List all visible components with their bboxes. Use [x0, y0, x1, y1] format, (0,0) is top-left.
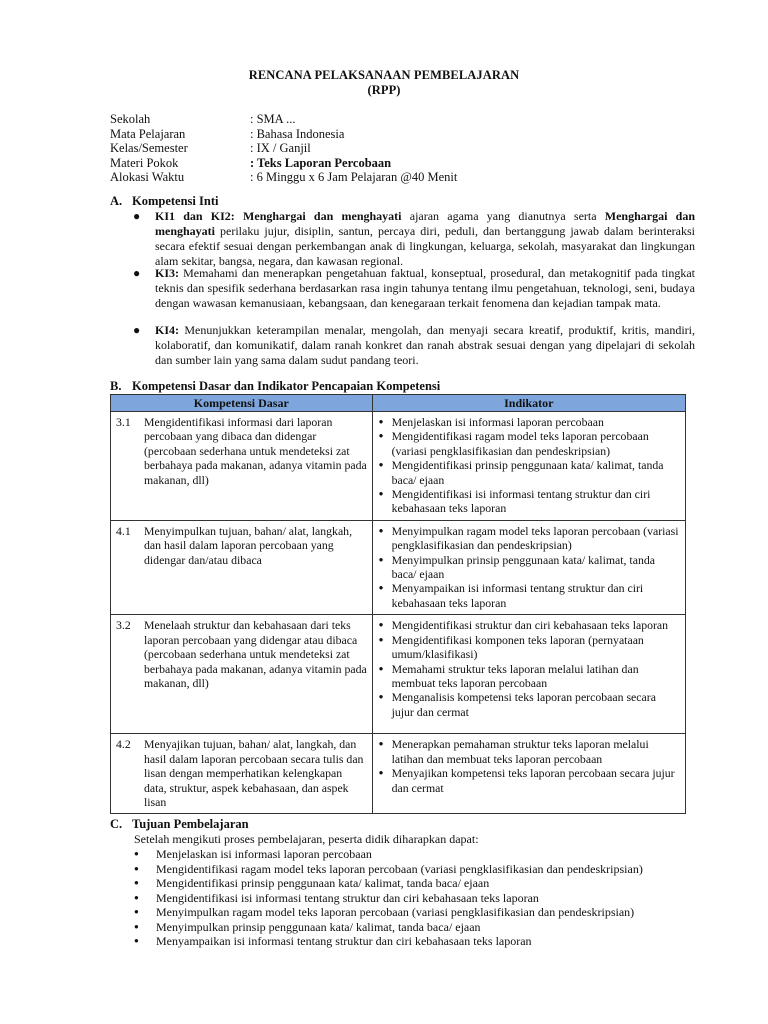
ki-text: perilaku jujur, disiplin, santun, percaya diri, peduli, dan bertanggung jawab dalam berinteraksi secara efektif sesuai dengan perkembangan anak di lingkungan, keluarga, sekolah, masyarakat dan lingkungan alam sekitar, bangsa, negara, dan kawasan regional.: [155, 224, 695, 268]
list-item: ● Menjelaskan isi informasi laporan percobaan: [134, 847, 643, 862]
list-item: ● Menyimpulkan ragam model teks laporan percobaan (variasi pengklasifikasian dan pendeskripsian): [134, 905, 643, 920]
list-item: ● Mengidentifikasi prinsip penggunaan kata/ kalimat, tanda baca/ ejaan: [134, 876, 643, 891]
ki4-item: [133, 323, 695, 368]
kd-text: Menelaah struktur dan kebahasaan dari teks laporan percobaan yang didengar atau dibaca (percobaan sederhana untuk mendeteksi zat berbahaya pada makanan, adanya vitamin pada makanan, dll): [144, 618, 367, 690]
indicator-item: ● Memahami struktur teks laporan melalui latihan dan membuat teks laporan percobaan: [378, 662, 681, 691]
info-row-class: [110, 141, 457, 156]
info-label: Mata Pelajaran: [110, 126, 186, 141]
ki-text: Menunjukkan keterampilan menalar, mengolah, dan menyaji secara kreatif, produktif, kritis, mandiri, kolaboratif, dan komunikatif, dalam ranah konkret dan ranah abstrak sesuai dengan yang dipelajari di sekolah dan sumber lain yang sama dalam sudut pandang teori.: [155, 323, 695, 367]
indicator-item: ● Menganalisis kompetensi teks laporan percobaan secara jujur dan cermat: [378, 690, 681, 719]
list-item: ● Mengidentifikasi ragam model teks laporan percobaan (variasi pengklasifikasian dan pendeskripsian): [134, 862, 643, 877]
info-value: : SMA ...: [250, 112, 296, 126]
section-title: Kompetensi Inti: [132, 194, 219, 208]
column-header-kd: Kompetensi Dasar: [111, 395, 373, 412]
identity-block: [110, 112, 457, 185]
ki3-item: [133, 266, 695, 311]
kd-cell: [111, 520, 373, 614]
indicator-item: ● Menjelaskan isi informasi laporan percobaan: [378, 415, 681, 429]
indicator-item: ● Menyimpulkan prinsip penggunaan kata/ kalimat, tanda baca/ ejaan: [378, 553, 681, 582]
kd-number: 4.2: [116, 737, 131, 752]
indicator-cell: [372, 520, 685, 614]
ki-text: ajaran agama yang dianutnya serta: [401, 209, 605, 223]
document-title: RENCANA PELAKSANAAN PEMBELAJARAN: [248, 68, 520, 82]
objectives-list: [134, 847, 643, 949]
list-item: ● Menyimpulkan prinsip penggunaan kata/ kalimat, tanda baca/ ejaan: [134, 920, 643, 935]
indicator-cell: [372, 734, 685, 814]
kd-text: Menyajikan tujuan, bahan/ alat, langkah, dan hasil dalam laporan percobaan secara tulis dan lisan dengan memperhatikan kelengkapan data, struktur, aspek kebahasaan, dan aspek lisan: [144, 737, 364, 809]
section-letter: A.: [110, 194, 123, 208]
info-row-school: [110, 112, 457, 127]
kd-text: Menyimpulkan tujuan, bahan/ alat, langkah, dan hasil dalam laporan percobaan yang didengar dan/atau dibaca: [144, 523, 353, 567]
ki-label: KI3:: [155, 266, 179, 280]
section-a-heading: [110, 194, 218, 209]
bullet-icon: ●: [133, 266, 141, 280]
kd-text: Mengidentifikasi informasi dari laporan percobaan yang dibaca dan didengar (percobaan sederhana untuk mendeteksi zat berbahaya pada makanan, adanya vitamin pada makanan, dll): [144, 415, 367, 487]
section-b-heading: [110, 379, 440, 394]
info-label: Kelas/Semester: [110, 141, 188, 155]
indicator-item: ● Mengidentifikasi prinsip penggunaan kata/ kalimat, tanda baca/ ejaan: [378, 458, 681, 487]
kd-cell: [111, 412, 373, 521]
section-c-heading: [110, 817, 249, 832]
kd-number: 3.2: [116, 618, 131, 633]
ki-bold-text: Menghargai dan menghayati: [243, 209, 402, 223]
indicator-item: ● Menyimpulkan ragam model teks laporan percobaan (variasi pengklasifikasian dan pendeskripsian): [378, 524, 681, 553]
ki-label: KI1 dan KI2:: [155, 209, 235, 223]
info-label: Materi Pokok: [110, 155, 179, 170]
table-row: [111, 734, 686, 814]
objectives-intro: Setelah mengikuti proses pembelajaran, peserta didik diharapkan dapat:: [134, 832, 479, 846]
indicator-cell: [372, 412, 685, 521]
section-title: Tujuan Pembelajaran: [132, 817, 249, 831]
info-row-subject: [110, 127, 457, 142]
section-letter: C.: [110, 817, 123, 831]
ki-bold-text: Menghargai dan menghayati: [155, 209, 696, 238]
info-row-topic: [110, 156, 457, 171]
ki-text: Memahami dan menerapkan pengetahuan faktual, konseptual, prosedural, dan metakognitif pada tingkat teknis dan spesifik sederhana berdasarkan rasa ingin tahunya tentang ilmu pengetahuan, teknologi, seni, budaya dengan wawasan kemanusiaan, kebangsaan, dan kenegaraan terkait fenomena dan kejadian tampak mata.: [155, 266, 695, 310]
info-label: Sekolah: [110, 112, 151, 126]
section-title: Kompetensi Dasar dan Indikator Pencapaian Kompetensi: [132, 379, 441, 393]
info-value: : IX / Ganjil: [250, 141, 311, 155]
indicator-item: ● Mengidentifikasi ragam model teks laporan percobaan (variasi pengklasifikasian dan pendeskripsian): [378, 429, 681, 458]
ki1-ki2-item: [133, 209, 696, 269]
list-item: ● Mengidentifikasi isi informasi tentang struktur dan ciri kebahasaan teks laporan: [134, 891, 643, 906]
kd-number: 3.1: [116, 415, 131, 429]
indicator-item: ● Mengidentifikasi isi informasi tentang struktur dan ciri kebahasaan teks laporan: [378, 487, 681, 516]
kd-number: 4.1: [116, 523, 131, 538]
info-value: : 6 Minggu x 6 Jam Pelajaran @40 Menit: [250, 170, 458, 184]
indicator-item: ● Menyampaikan isi informasi tentang struktur dan ciri kebahasaan teks laporan: [378, 581, 681, 610]
bullet-icon: ●: [133, 209, 141, 223]
info-value: : Teks Laporan Percobaan: [250, 155, 392, 170]
indicator-cell: [372, 615, 685, 734]
competency-table: [110, 394, 686, 814]
table-row: [111, 615, 686, 734]
kd-cell: [111, 615, 373, 734]
table-header-row: [111, 395, 686, 412]
info-label: Alokasi Waktu: [110, 170, 185, 184]
ki-label: KI4:: [155, 323, 179, 337]
info-row-time: [110, 170, 457, 185]
table-row: [111, 520, 686, 614]
table-row: [111, 412, 686, 521]
indicator-item: ● Mengidentifikasi struktur dan ciri kebahasaan teks laporan: [378, 618, 681, 632]
info-value: : Bahasa Indonesia: [250, 126, 345, 141]
indicator-item: ● Menyajikan kompetensi teks laporan percobaan secara jujur dan cermat: [378, 766, 681, 795]
document-subtitle: (RPP): [367, 83, 401, 97]
column-header-indicator: Indikator: [372, 395, 685, 412]
bullet-icon: ●: [133, 323, 141, 337]
kd-cell: [111, 734, 373, 814]
indicator-item: ● Mengidentifikasi komponen teks laporan (pernyataan umum/klasifikasi): [378, 633, 681, 662]
list-item: ● Menyampaikan isi informasi tentang struktur dan ciri kebahasaan teks laporan: [134, 934, 643, 949]
indicator-item: ● Menerapkan pemahaman struktur teks laporan melalui latihan dan membuat teks laporan percobaan: [378, 737, 681, 766]
section-letter: B.: [110, 379, 122, 393]
